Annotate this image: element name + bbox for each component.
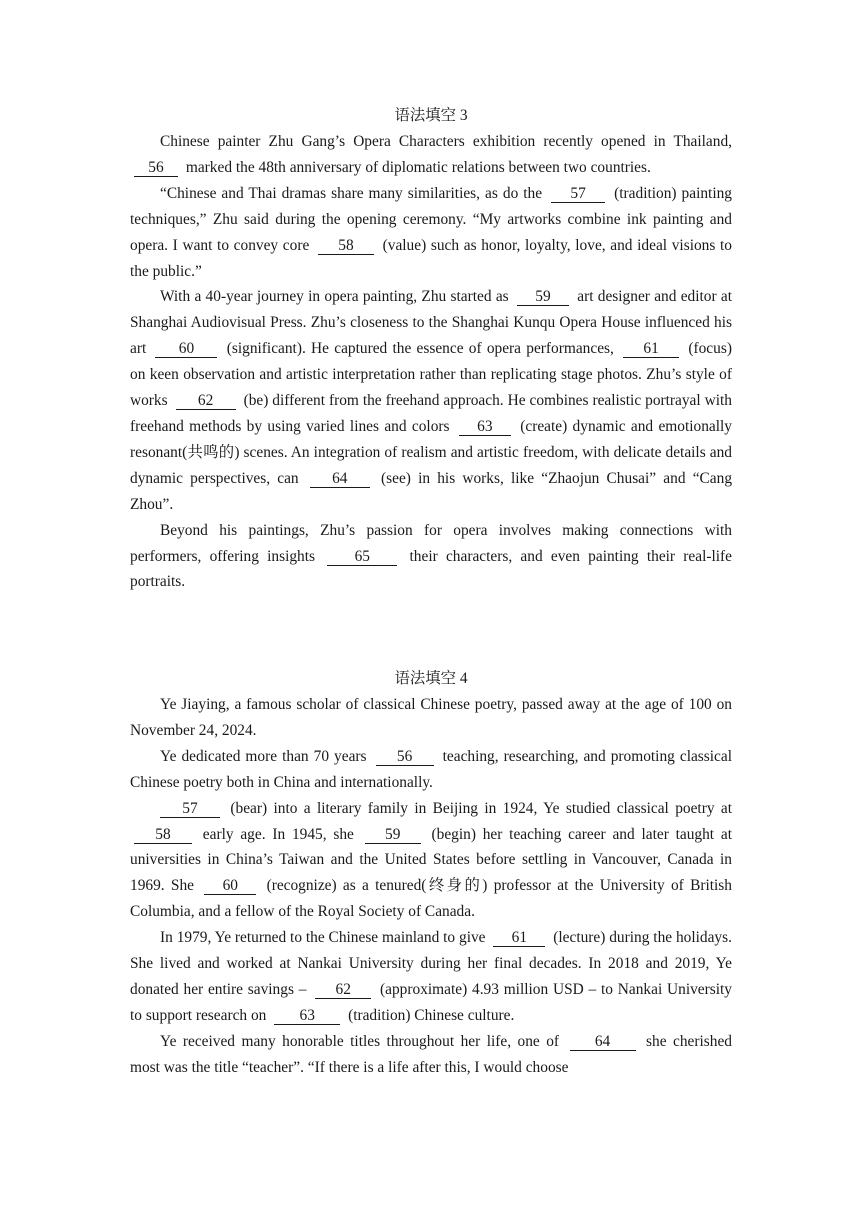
blank-59[interactable]: 59 <box>365 827 421 844</box>
paragraph: With a 40-year journey in opera painting, Zhu started as 59 art designer and editor at Shanghai Audiovisual Press. Zhu’s closeness to the Shanghai Kunqu Opera House influenced his art 60 (significant). He captured the essence of opera performances, 61 (focus) on keen observation and artistic interpretation rather than replicating stage photos. Zhu’s style of works 62 (be) different from the freehand approach. He combines realistic portrayal with freehand methods by using varied lines and colors 63 (create) dynamic and emotionally resonant(共鸣的) scenes. An integration of realism and artistic freedom, with delicate details and dynamic perspectives, can 64 (see) in his works, like “Zhaojun Chusai” and “Cang Zhou”. <box>130 288 733 513</box>
blank-61[interactable]: 61 <box>623 341 679 358</box>
blank-64[interactable]: 64 <box>310 471 370 488</box>
blank-60[interactable]: 60 <box>155 341 217 358</box>
paragraph: Ye Jiaying, a famous scholar of classical Chinese poetry, passed away at the age of 100 on November 24, 2024. <box>130 696 732 739</box>
blank-58[interactable]: 58 <box>134 827 192 844</box>
blank-64[interactable]: 64 <box>570 1034 636 1051</box>
blank-63[interactable]: 63 <box>274 1008 340 1025</box>
blank-62[interactable]: 62 <box>176 393 236 410</box>
paragraph: 57 (bear) into a literary family in Beijing in 1924, Ye studied classical poetry at 58 early age. In 1945, she 59 (begin) her teaching career and later taught at universities in China’s Taiwan and the United States before settling in Vancouver, Canada in 1969. She 60 (recognize) as a tenured(终身的) professor at the University of British Columbia, and a fellow of the Royal Society of Canada. <box>130 799 732 921</box>
blank-57[interactable]: 57 <box>551 186 605 203</box>
paragraph: In 1979, Ye returned to the Chinese mainland to give 61 (lecture) during the holidays. She lived and worked at Nankai University during her final decades. In 2018 and 2019, Ye donated her entire savings – 62 (approximate) 4.93 million USD – to Nankai University to support research on 63 (tradition) Chinese culture. <box>130 929 732 1024</box>
grammar-section-4 <box>130 666 732 1081</box>
paragraph: Chinese painter Zhu Gang’s Opera Characters exhibition recently opened in Thailand, 56 marked the 48th anniversary of diplomatic relations between two countries. <box>130 129 732 181</box>
blank-58[interactable]: 58 <box>318 238 374 255</box>
blank-56[interactable]: 56 <box>134 160 178 177</box>
blank-63[interactable]: 63 <box>459 419 511 436</box>
section-heading: 语法填空 3 <box>394 107 468 124</box>
grammar-section-3 <box>130 103 732 595</box>
blank-65[interactable]: 65 <box>327 549 397 566</box>
blank-61[interactable]: 61 <box>493 930 545 947</box>
blank-60[interactable]: 60 <box>204 878 256 895</box>
blank-59[interactable]: 59 <box>517 289 569 306</box>
blank-62[interactable]: 62 <box>315 982 371 999</box>
paragraph: Beyond his paintings, Zhu’s passion for opera involves making connections with performers, offering insights 65 their characters, and even painting their real-life portraits. <box>130 521 732 591</box>
paragraph: Ye received many honorable titles throughout her life, one of 64 she cherished most was the title “teacher”. “If there is a life after this, I would choose <box>130 1032 732 1076</box>
blank-57[interactable]: 57 <box>160 801 220 818</box>
blank-56[interactable]: 56 <box>376 749 434 766</box>
paragraph: Ye dedicated more than 70 years 56 teaching, researching, and promoting classical Chinese poetry both in China and internationally. <box>130 747 732 791</box>
section-heading: 语法填空 4 <box>394 670 468 687</box>
paragraph: “Chinese and Thai dramas share many similarities, as do the 57 (tradition) painting techniques,” Zhu said during the opening ceremony. “My artworks combine ink painting and opera. I want to convey core 58 (value) such as honor, loyalty, love, and ideal visions to the public.” <box>130 184 732 280</box>
